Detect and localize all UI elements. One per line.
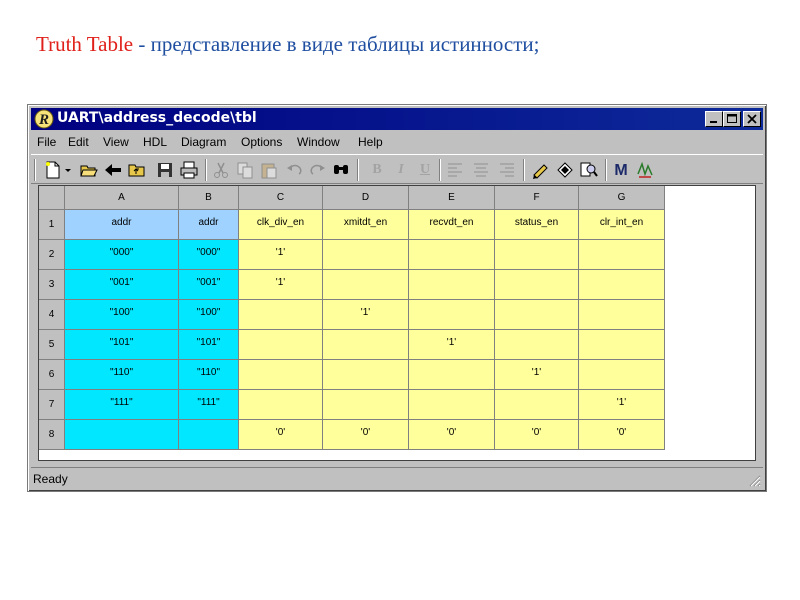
underline-button[interactable] <box>415 160 435 180</box>
menu-file[interactable]: File <box>37 135 57 149</box>
zoom-icon <box>579 160 599 180</box>
maximize-icon <box>726 114 738 124</box>
table-cell-g5[interactable] <box>579 330 665 360</box>
maximize-button[interactable] <box>723 111 741 127</box>
svg-text:R: R <box>38 112 50 128</box>
table-cell-d5[interactable] <box>323 330 409 360</box>
waveform-button[interactable] <box>635 160 655 180</box>
edit-button[interactable] <box>531 160 551 180</box>
table-cell-e4[interactable] <box>409 300 495 330</box>
toolbar-separator <box>605 159 607 181</box>
table-cell-f1[interactable]: status_en <box>495 210 579 240</box>
column-header-a[interactable]: A <box>65 186 179 210</box>
bold-icon: B <box>372 162 382 177</box>
truth-table-grid <box>38 185 756 461</box>
italic-icon: I <box>398 162 404 177</box>
toolbar-separator <box>439 159 441 181</box>
up-folder-icon <box>127 160 147 180</box>
align-center-icon <box>471 160 491 180</box>
table-cell-e8[interactable]: '0' <box>409 420 495 450</box>
toolbar-separator <box>523 159 525 181</box>
table-cell-d6[interactable] <box>323 360 409 390</box>
align-right-icon <box>497 160 517 180</box>
slide-caption <box>36 32 540 57</box>
table-cell-c7[interactable] <box>239 390 323 420</box>
table-cell-c5[interactable] <box>239 330 323 360</box>
table-cell-a8[interactable] <box>65 420 179 450</box>
toolbar-separator <box>205 159 207 181</box>
diamond-button[interactable] <box>555 160 575 180</box>
align-left-icon <box>445 160 465 180</box>
table-cell-g8[interactable]: '0' <box>579 420 665 450</box>
table-cell-f8[interactable]: '0' <box>495 420 579 450</box>
table-cell-g7[interactable]: '1' <box>579 390 665 420</box>
table-cell-e6[interactable] <box>409 360 495 390</box>
menu-view[interactable]: View <box>103 135 129 149</box>
menu-bar <box>31 132 763 152</box>
table-cell-b3[interactable]: "001" <box>179 270 239 300</box>
table-cell-a1[interactable]: addr <box>65 210 179 240</box>
back-button[interactable] <box>103 160 123 180</box>
waveform-icon <box>635 160 655 180</box>
toolbar-grip <box>34 159 36 181</box>
menu-options[interactable]: Options <box>241 135 283 149</box>
column-header-e[interactable]: E <box>409 186 495 210</box>
toolbar-separator <box>357 159 359 181</box>
row-header-7[interactable]: 7 <box>39 390 65 420</box>
cut-icon <box>211 160 231 180</box>
table-cell-f6[interactable]: '1' <box>495 360 579 390</box>
row-header-3[interactable]: 3 <box>39 270 65 300</box>
row-header-5[interactable]: 5 <box>39 330 65 360</box>
table-cell-g1[interactable]: clr_int_en <box>579 210 665 240</box>
find-button[interactable] <box>331 160 351 180</box>
up-folder-button[interactable] <box>127 160 147 180</box>
table-cell-b4[interactable]: "100" <box>179 300 239 330</box>
diamond-icon <box>555 160 575 180</box>
table-cell-a7[interactable]: "111" <box>65 390 179 420</box>
open-button[interactable] <box>79 160 99 180</box>
table-cell-a3[interactable]: "001" <box>65 270 179 300</box>
table-cell-b5[interactable]: "101" <box>179 330 239 360</box>
table-cell-g2[interactable] <box>579 240 665 270</box>
table-cell-b8[interactable] <box>179 420 239 450</box>
cut-button[interactable] <box>211 160 231 180</box>
minimize-button[interactable] <box>705 111 723 127</box>
column-header-d[interactable]: D <box>323 186 409 210</box>
menu-window[interactable]: Window <box>297 135 340 149</box>
copy-button[interactable] <box>235 160 255 180</box>
toolbar <box>31 154 763 184</box>
table-cell-c1[interactable]: clk_div_en <box>239 210 323 240</box>
new-document-icon <box>43 160 63 180</box>
table-cell-d1[interactable]: xmitdt_en <box>323 210 409 240</box>
menu-hdl[interactable]: HDL <box>143 135 168 149</box>
chevron-down-icon <box>63 160 73 180</box>
table-cell-b7[interactable]: "111" <box>179 390 239 420</box>
row-header-8[interactable]: 8 <box>39 420 65 450</box>
save-icon <box>155 160 175 180</box>
table-cell-g4[interactable] <box>579 300 665 330</box>
table-cell-f7[interactable] <box>495 390 579 420</box>
zoom-button[interactable] <box>579 160 599 180</box>
table-cell-c6[interactable] <box>239 360 323 390</box>
table-cell-f4[interactable] <box>495 300 579 330</box>
table-cell-g3[interactable] <box>579 270 665 300</box>
table-cell-b6[interactable]: "110" <box>179 360 239 390</box>
redo-button[interactable] <box>307 160 327 180</box>
italic-button[interactable] <box>391 160 411 180</box>
table-cell-d3[interactable] <box>323 270 409 300</box>
undo-icon <box>285 160 305 180</box>
align-left-button[interactable] <box>445 160 465 180</box>
table-cell-f3[interactable] <box>495 270 579 300</box>
select-all-corner[interactable] <box>39 186 65 210</box>
table-cell-c4[interactable] <box>239 300 323 330</box>
table-cell-c3[interactable]: '1' <box>239 270 323 300</box>
table-cell-b2[interactable]: "000" <box>179 240 239 270</box>
table-cell-a4[interactable]: "100" <box>65 300 179 330</box>
table-cell-f5[interactable] <box>495 330 579 360</box>
menu-diagram[interactable]: Diagram <box>181 135 227 149</box>
new-document-button[interactable] <box>43 160 63 180</box>
table-cell-d2[interactable] <box>323 240 409 270</box>
paste-icon <box>259 160 279 180</box>
minimize-icon <box>708 114 720 124</box>
menu-help[interactable]: Help <box>358 135 383 149</box>
print-button[interactable] <box>179 160 199 180</box>
copy-icon <box>235 160 255 180</box>
window-title: UART\address_decode\tbl <box>57 110 257 126</box>
model-icon: M <box>614 162 628 179</box>
table-cell-e3[interactable] <box>409 270 495 300</box>
status-text: Ready <box>33 472 68 486</box>
find-icon <box>331 160 351 180</box>
print-icon <box>179 160 199 180</box>
align-right-button[interactable] <box>497 160 517 180</box>
table-cell-a2[interactable]: "000" <box>65 240 179 270</box>
underline-icon: U <box>419 162 431 177</box>
table-cell-a6[interactable]: "110" <box>65 360 179 390</box>
column-header-f[interactable]: F <box>495 186 579 210</box>
table-cell-e7[interactable] <box>409 390 495 420</box>
close-icon <box>746 114 758 124</box>
table-cell-d7[interactable] <box>323 390 409 420</box>
table-cell-a5[interactable]: "101" <box>65 330 179 360</box>
model-button[interactable] <box>611 160 631 180</box>
table-cell-c2[interactable]: '1' <box>239 240 323 270</box>
undo-button[interactable] <box>285 160 305 180</box>
resize-grip-icon[interactable] <box>747 473 761 487</box>
table-cell-f2[interactable] <box>495 240 579 270</box>
table-cell-c8[interactable]: '0' <box>239 420 323 450</box>
caption-title: Truth Table <box>36 32 134 56</box>
ra-logo-icon <box>34 109 54 129</box>
paste-button[interactable] <box>259 160 279 180</box>
status-bar <box>31 467 763 489</box>
save-button[interactable] <box>155 160 175 180</box>
table-cell-d8[interactable]: '0' <box>323 420 409 450</box>
title-bar[interactable] <box>31 108 763 130</box>
back-arrow-icon <box>103 160 123 180</box>
bold-button[interactable] <box>367 160 387 180</box>
table-cell-e5[interactable]: '1' <box>409 330 495 360</box>
caption-description: - представление в виде таблицы истинности; <box>133 32 540 56</box>
table-cell-e1[interactable]: recvdt_en <box>409 210 495 240</box>
column-header-g[interactable]: G <box>579 186 665 210</box>
align-center-button[interactable] <box>471 160 491 180</box>
row-header-6[interactable]: 6 <box>39 360 65 390</box>
app-window <box>27 104 767 492</box>
row-header-2[interactable]: 2 <box>39 240 65 270</box>
row-header-1[interactable]: 1 <box>39 210 65 240</box>
close-button[interactable] <box>743 111 761 127</box>
table-cell-e2[interactable] <box>409 240 495 270</box>
table-cell-d4[interactable]: '1' <box>323 300 409 330</box>
column-header-b[interactable]: B <box>179 186 239 210</box>
table-cell-b1[interactable]: addr <box>179 210 239 240</box>
row-header-4[interactable]: 4 <box>39 300 65 330</box>
edit-icon <box>531 160 551 180</box>
menu-edit[interactable]: Edit <box>68 135 89 149</box>
redo-icon <box>307 160 327 180</box>
column-header-c[interactable]: C <box>239 186 323 210</box>
table-cell-g6[interactable] <box>579 360 665 390</box>
new-dropdown-button[interactable] <box>63 160 73 180</box>
open-folder-icon <box>79 160 99 180</box>
